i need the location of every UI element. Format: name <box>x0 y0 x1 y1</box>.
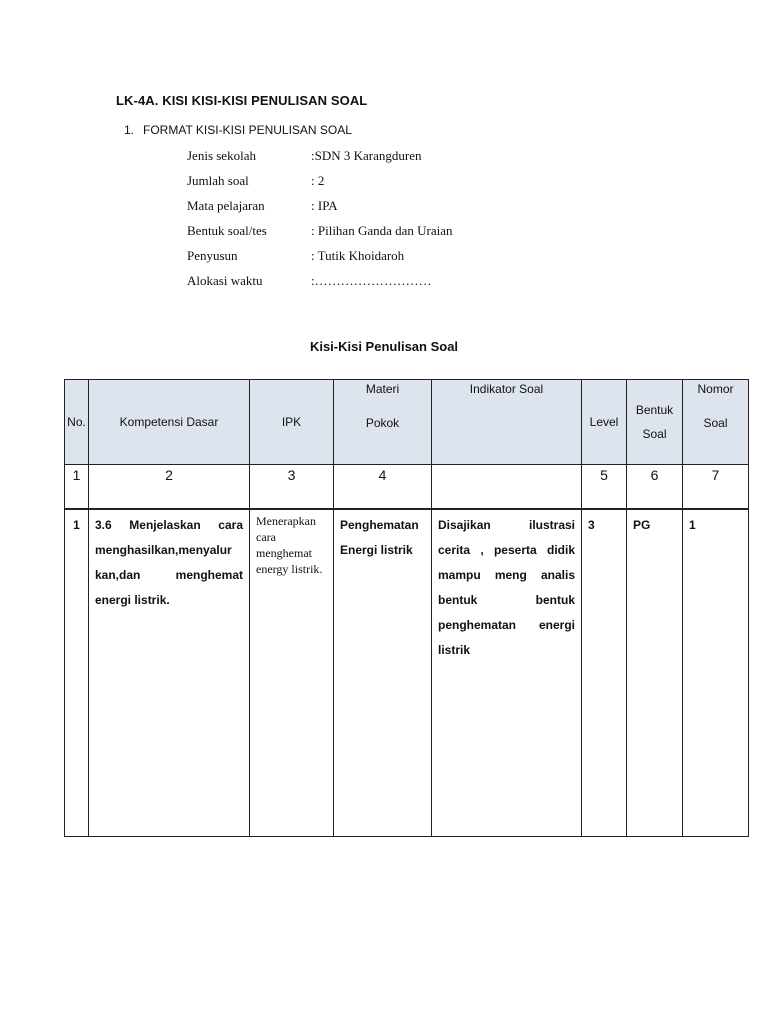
info-label: Alokasi waktu <box>187 273 263 288</box>
cell-materi-pokok: Penghematan Energi listrik <box>334 509 432 837</box>
header-materi-pokok <box>334 380 432 465</box>
column-number: 3 <box>250 465 334 510</box>
info-row-alokasi-waktu <box>187 270 453 295</box>
header-kompetensi-dasar: Kompetensi Dasar <box>89 380 250 465</box>
column-number: 7 <box>683 465 749 510</box>
info-value: : Pilihan Ganda dan Uraian <box>311 223 453 238</box>
section-title: FORMAT KISI-KISI PENULISAN SOAL <box>143 123 352 137</box>
cell-bentuk-soal: PG <box>627 509 683 837</box>
info-label: Jumlah soal <box>187 173 249 188</box>
info-label: Bentuk soal/tes <box>187 223 267 238</box>
column-number <box>432 465 582 510</box>
header-nomor-soal <box>683 380 749 465</box>
column-number: 4 <box>334 465 432 510</box>
header-bentuk-soal <box>627 380 683 465</box>
cell-level: 3 <box>582 509 627 837</box>
table-title: Kisi-Kisi Penulisan Soal <box>309 339 459 354</box>
header-bentuk-line1: Bentuk <box>635 403 674 417</box>
info-row-mata-pelajaran <box>187 195 453 220</box>
info-label: Mata pelajaran <box>187 198 265 213</box>
info-value: :SDN 3 Karangduren <box>311 148 422 163</box>
info-row-jumlah-soal <box>187 170 453 195</box>
column-number: 2 <box>89 465 250 510</box>
header-nomor-line1: Nomor <box>697 382 734 396</box>
column-number-row <box>65 465 749 510</box>
cell-indikator-soal: Disajikan ilustrasi cerita , peserta didik mampu meng analis bentuk bentuk penghematan energi listrik <box>432 509 582 837</box>
cell-kompetensi-dasar: 3.6 Menjelaskan cara menghasilkan,menyalur kan,dan menghemat energi listrik. <box>89 509 250 837</box>
section-number: 1. <box>124 123 135 137</box>
info-row-penyusun <box>187 245 453 270</box>
cell-ipk: Menerapkan cara menghemat energy listrik. <box>250 509 334 837</box>
table-row <box>65 509 749 837</box>
info-row-bentuk-soal <box>187 220 453 245</box>
info-row-jenis-sekolah <box>187 145 453 170</box>
table-header-row <box>65 380 749 465</box>
header-indikator-soal: Indikator Soal <box>432 380 582 465</box>
section-heading <box>124 123 352 137</box>
header-ipk: IPK <box>250 380 334 465</box>
header-materi-line2: Pokok <box>365 416 400 430</box>
info-label: Jenis sekolah <box>187 148 256 163</box>
info-value: :……………………… <box>311 273 432 288</box>
info-value: : 2 <box>311 173 325 188</box>
header-no: No. <box>65 380 89 465</box>
info-label: Penyusun <box>187 248 238 263</box>
header-materi-line1: Materi <box>365 382 400 396</box>
cell-nomor-soal: 1 <box>683 509 749 837</box>
header-nomor-line2: Soal <box>703 416 728 430</box>
column-number: 1 <box>65 465 89 510</box>
column-number: 5 <box>582 465 627 510</box>
header-bentuk-line2: Soal <box>642 427 667 441</box>
column-number: 6 <box>627 465 683 510</box>
info-block <box>187 145 453 295</box>
kisi-kisi-table <box>64 379 749 837</box>
header-level: Level <box>582 380 627 465</box>
document-title: LK-4A. KISI KISI-KISI PENULISAN SOAL <box>116 93 368 108</box>
cell-no: 1 <box>65 509 89 837</box>
info-value: : Tutik Khoidaroh <box>311 248 405 263</box>
info-value: : IPA <box>311 198 338 213</box>
